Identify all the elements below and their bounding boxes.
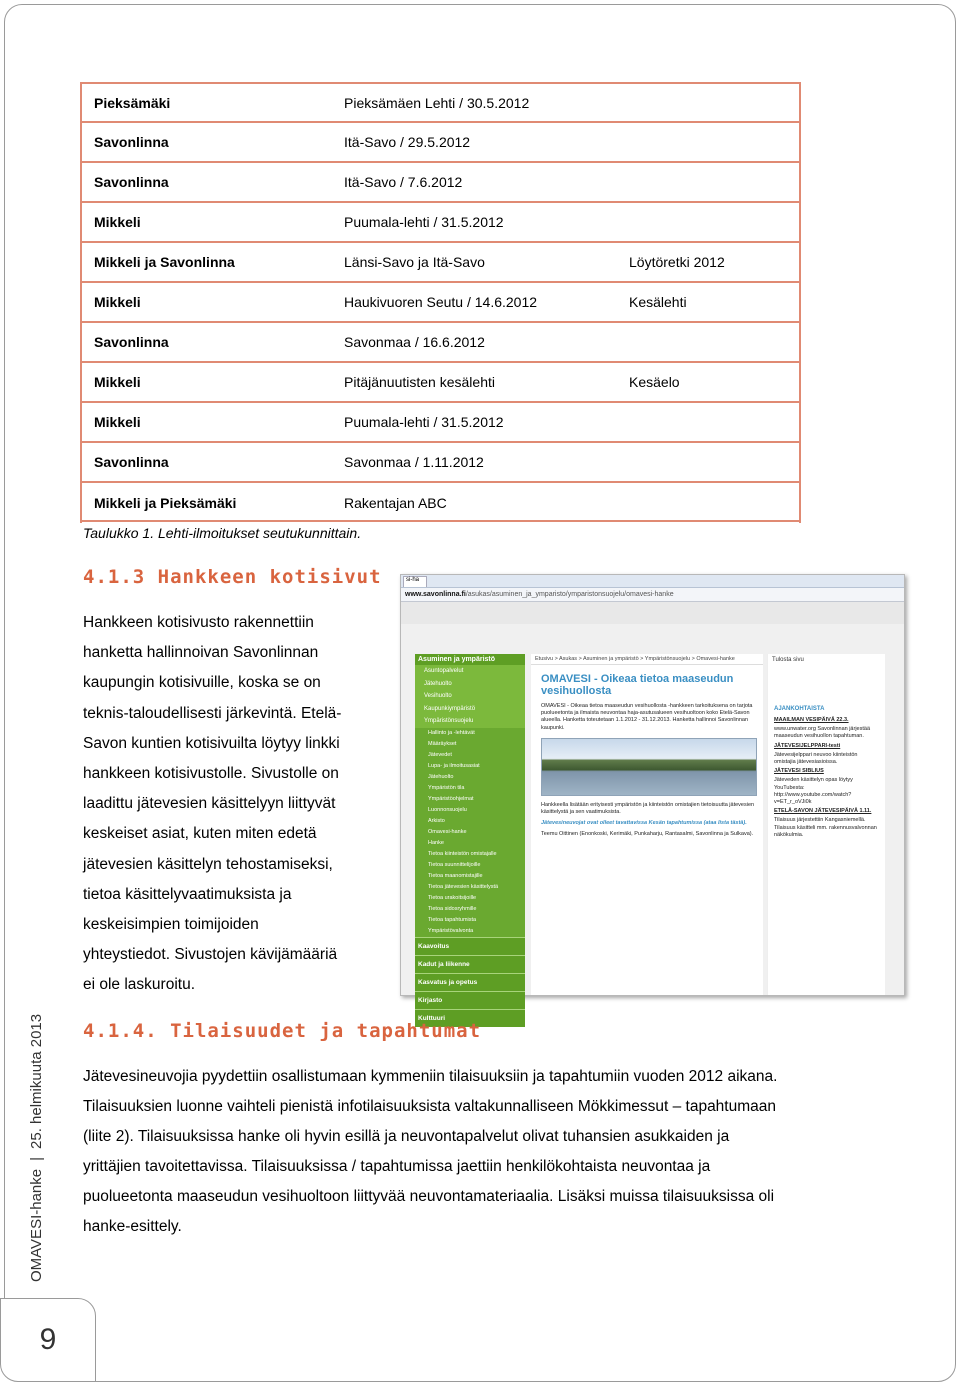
side-date: 25. helmikuuta 2013 (28, 1013, 45, 1149)
nav-item: Vesihuolto (424, 693, 452, 699)
table-cell-place: Pieksämäki (94, 94, 171, 111)
table-cell-place: Mikkeli (94, 374, 141, 390)
site-header (401, 602, 904, 624)
page-number: 9 (0, 1298, 96, 1382)
nav-sub-item: Jätehuolto (415, 772, 525, 783)
table-row (82, 123, 799, 163)
site-sidebar (767, 654, 885, 995)
news-item-title: MAAILMAN VESIPÄIVÄ 22.3. (774, 717, 849, 723)
section-413-text (83, 608, 383, 1001)
news-item-text: Jätevesijelppari neuvoo kiinteistön omistajia jätevesiasioissa. (774, 751, 858, 766)
text-line: Hankkeen kotisivusto rakennettiin (83, 614, 314, 631)
site-main-title: OMAVESI - Oikeaa tietoa maaseudun vesihuollosta (541, 673, 734, 697)
address-bar (401, 588, 904, 602)
news-item-title: JÄTEVESIJELPPARI-testi (774, 742, 841, 749)
table-row (82, 443, 799, 483)
table-cell-place: Mikkeli (94, 294, 141, 310)
section-414-text (83, 1062, 883, 1242)
site-main-contact: Teemu Oittinen (Enonkoski, Kerimäki, Punkaharju, Rantasalmi, Savonlinna ja Sulkava). (541, 831, 754, 838)
nav-item: Ympäristönsuojelu (424, 718, 474, 724)
nav-section-item: Kulttuuri (415, 1009, 525, 1027)
side-separator: | (28, 1156, 45, 1161)
table-caption: Taulukko 1. Lehti-ilmoitukset seutukunnittain. (83, 525, 362, 541)
nav-item: Jätehuolto (424, 680, 452, 687)
nav-section-item: Kaavoitus (415, 937, 525, 955)
table-cell-media: Savonmaa / 1.11.2012 (344, 454, 484, 470)
table-row (82, 403, 799, 443)
side-project: OMAVESI-hanke (28, 1168, 45, 1282)
news-box (770, 703, 881, 995)
text-line: keskeisimpien toimijoiden (83, 916, 259, 934)
table-cell-place: Mikkeli (94, 414, 141, 430)
table-cell-media: Rakentajan ABC (344, 495, 447, 511)
table-cell-place: Savonlinna (94, 454, 169, 470)
nav-sub-item: Määräykset (415, 739, 525, 750)
table-cell-place: Savonlinna (94, 134, 169, 150)
table-cell-media: Savonmaa / 16.6.2012 (344, 334, 485, 350)
website-screenshot (400, 574, 905, 1022)
text-line: yhteystiedot. Sivustojen kävijämääriä (83, 946, 338, 964)
table-cell-media: Länsi-Savo ja Itä-Savo (344, 254, 485, 270)
news-heading: AJANKOHTAISTA (774, 706, 825, 712)
table-cell-note: Löytöretki 2012 (629, 254, 725, 270)
media-table (80, 82, 801, 523)
section-heading-413: 4.1.3 Hankkeen kotisivut (83, 566, 382, 588)
address-path: /asukas/asuminen_ja_ymparisto/ymparistonsuojelu/omavesi-hanke (465, 591, 674, 598)
nav-sub-item: Omavesi-hanke (415, 827, 525, 838)
table-cell-media: Pitäjänuutisten kesälehti (344, 374, 495, 390)
browser-tab: si-ha (403, 576, 427, 587)
table-row (82, 243, 799, 283)
news-item-text: Jäteveden käsittelyn opas löytyy YouTubesta: http://www.youtube.com/watch?v=ET_r_oVJi0k (774, 777, 853, 806)
nav-sub-item: Luonnonsuojelu (415, 805, 525, 816)
text-line: kaupungin kotisivuille, koska se on (83, 674, 321, 692)
table-cell-place: Savonlinna (94, 334, 169, 350)
nav-section-item: Kirjasto (415, 991, 525, 1009)
table-cell-media: Pieksämäen Lehti / 30.5.2012 (344, 94, 530, 111)
news-item-text: www.unwater.org Savonlinnan järjestää maaseudun vesihuollon tapahtuman. (774, 726, 871, 740)
text-line: yrittäjien tavoitettavissa. Tilaisuuksissa / tapahtumissa jaettiin henkilökohtaista neuvontaa ja (83, 1158, 711, 1175)
news-item-text: Tilaisuus järjestettiin Kangasniemellä. Tilaisuus käsitteli mm. rakennusvalvonnan näkökulmia. (774, 817, 877, 838)
nav-sub-item: Tietoa urakoitsijoille (415, 893, 525, 904)
nav-sub-item: Arkisto (415, 816, 525, 827)
text-line: Jätevesineuvojia pyydettiin osallistumaan kymmeniin tilaisuuksiin ja tapahtumiin vuoden 2012 aikana. (83, 1068, 778, 1085)
text-line: ei ole laskuroitu. (83, 976, 196, 994)
nav-section-item: Kadut ja liikenne (415, 955, 525, 973)
site-main (531, 654, 763, 995)
text-line: teknis-taloudellisesti järkevintä. Etelä- (83, 704, 342, 722)
nav-sub-item: Tietoa jätevesien käsittelystä (415, 882, 525, 893)
table-cell-media: Puumala-lehti / 31.5.2012 (344, 214, 504, 230)
nav-sub-item: Hanke (415, 838, 525, 849)
table-cell-note: Kesälehti (629, 294, 687, 310)
nav-sub-item: Hallinto ja -lehtävät (415, 728, 525, 739)
table-cell-place: Savonlinna (94, 174, 169, 190)
text-line: (liite 2). Tilaisuuksissa hanke oli hyvin esillä ja neuvontapalvelut olivat tuhansien asukkaiden ja (83, 1128, 730, 1145)
text-line: Savon kuntien kotisivuilta löytyy linkki (83, 734, 340, 752)
table-cell-media: Itä-Savo / 29.5.2012 (344, 134, 471, 150)
nav-sub-item: Ympäristön tila (415, 783, 525, 794)
news-item-title: ETELÄ-SAVON JÄTEVESIPÄIVÄ 1.11. (774, 808, 872, 815)
nav-item: Kaupunkiympäristö (424, 705, 476, 712)
text-line: tietoa käsittelyvaatimuksista ja (83, 885, 292, 903)
lake-photo (541, 738, 757, 796)
nav-sub-item: Tietoa maanomistajille (415, 871, 525, 882)
table-row (82, 283, 799, 323)
nav-section-item: Kasvatus ja opetus (415, 973, 525, 991)
table-row (82, 163, 799, 203)
nav-item: Asuntopalvelut (424, 668, 464, 674)
text-line: keskeiset asiat, kuten miten edetä (83, 825, 317, 843)
text-line: hanketta hallinnoivan Savonlinnan (83, 644, 319, 662)
nav-sub-item: Tietoa sidosryhmille (415, 904, 525, 915)
text-line: puolueetonta maaseudun vesihuoltoon liittyvää neuvontamateriaalia. Lisäksi muissa tilaisuuksissa oli (83, 1188, 775, 1205)
table-cell-place: Mikkeli (94, 214, 141, 230)
table-cell-media: Puumala-lehti / 31.5.2012 (344, 414, 504, 430)
table-row (82, 323, 799, 363)
text-line: hankkeen kotisivustolle. Sivustolle on (83, 765, 339, 783)
nav-sub-item: Lupa- ja ilmoitusasiat (415, 761, 525, 772)
text-line: jätevesien käsittelyn tehostamiseksi, (83, 855, 333, 873)
address-domain: www.savonlinna.fi (405, 591, 466, 598)
site-main-para-2: Hankkeella lisätään erityisesti ympäristön ja kiinteistön omistajien tietoisuutta jätevesien käsittelystä ja sen vaatimuksista. (541, 801, 755, 816)
table-row (82, 203, 799, 243)
site-body (401, 602, 904, 1022)
news-item-title: JÄTEVESI SIBLIUS (774, 768, 824, 775)
table-cell-media: Haukivuoren Seutu / 14.6.2012 (344, 294, 538, 310)
nav-sub-item: Tietoa suunnittelijoille (415, 860, 525, 871)
site-main-emphasis: Jätevesineuvojat ovat olleet tavattavissa Kesän tapahtumissa (ataa lista tästä). (541, 820, 747, 827)
nav-sub-item: Ympäristövalvonta (415, 926, 525, 937)
side-running-header (28, 1014, 45, 1282)
nav-sub-item: Tietoa kiinteistön omistajalle (415, 849, 525, 860)
table-row (82, 363, 799, 403)
site-breadcrumb: Etusivu > Asukas > Asuminen ja ympäristö > Ympäristönsuojelu > Omavesi-hanke (531, 654, 763, 665)
text-line: Tilaisuuksien luonne vaihteli pienistä infotilaisuuksista valtakunnalliseen Mökkimessut – tapahtumaan (83, 1098, 777, 1115)
nav-sub-item: Tietoa tapahtumista (415, 915, 525, 926)
nav-title: Asuminen ja ympäristö (415, 654, 525, 665)
table-row (82, 84, 799, 123)
nav-sub-item: Ympäristöohjelmat (415, 794, 525, 805)
text-line: laadittu jätevesien käsittelyyn liittyvät (83, 795, 336, 813)
table-cell-place: Mikkeli ja Savonlinna (94, 254, 235, 270)
print-link: Tulosta sivu (772, 657, 804, 663)
text-line: hanke-esittely. (83, 1218, 182, 1235)
nav-sub-item: Jätevedet (415, 750, 525, 761)
table-cell-note: Kesäelo (629, 374, 680, 390)
table-caption-row (80, 482, 801, 522)
table-cell-place: Mikkeli ja Pieksämäki (94, 495, 237, 511)
section-heading-414: 4.1.4. Tilaisuudet ja tapahtumat (83, 1020, 482, 1042)
site-main-para: OMAVESI - Oikeaa tietoa maaseudun vesihuollosta -hankkeen tarkoituksena on tarjota puolueetonta ja ilmaista neuvontaa haja-asutusalueen vesihuoltoon koko Etelä-Savon alueella. Hanketta toteutetaan 1.1.2012 - 31.12.2013. Hanketta hallinnoi Savonlinnan kaupunki. (541, 703, 753, 731)
site-nav (415, 654, 525, 1022)
table-cell-media: Itä-Savo / 7.6.2012 (344, 174, 463, 190)
browser-tab-bar (401, 575, 904, 588)
